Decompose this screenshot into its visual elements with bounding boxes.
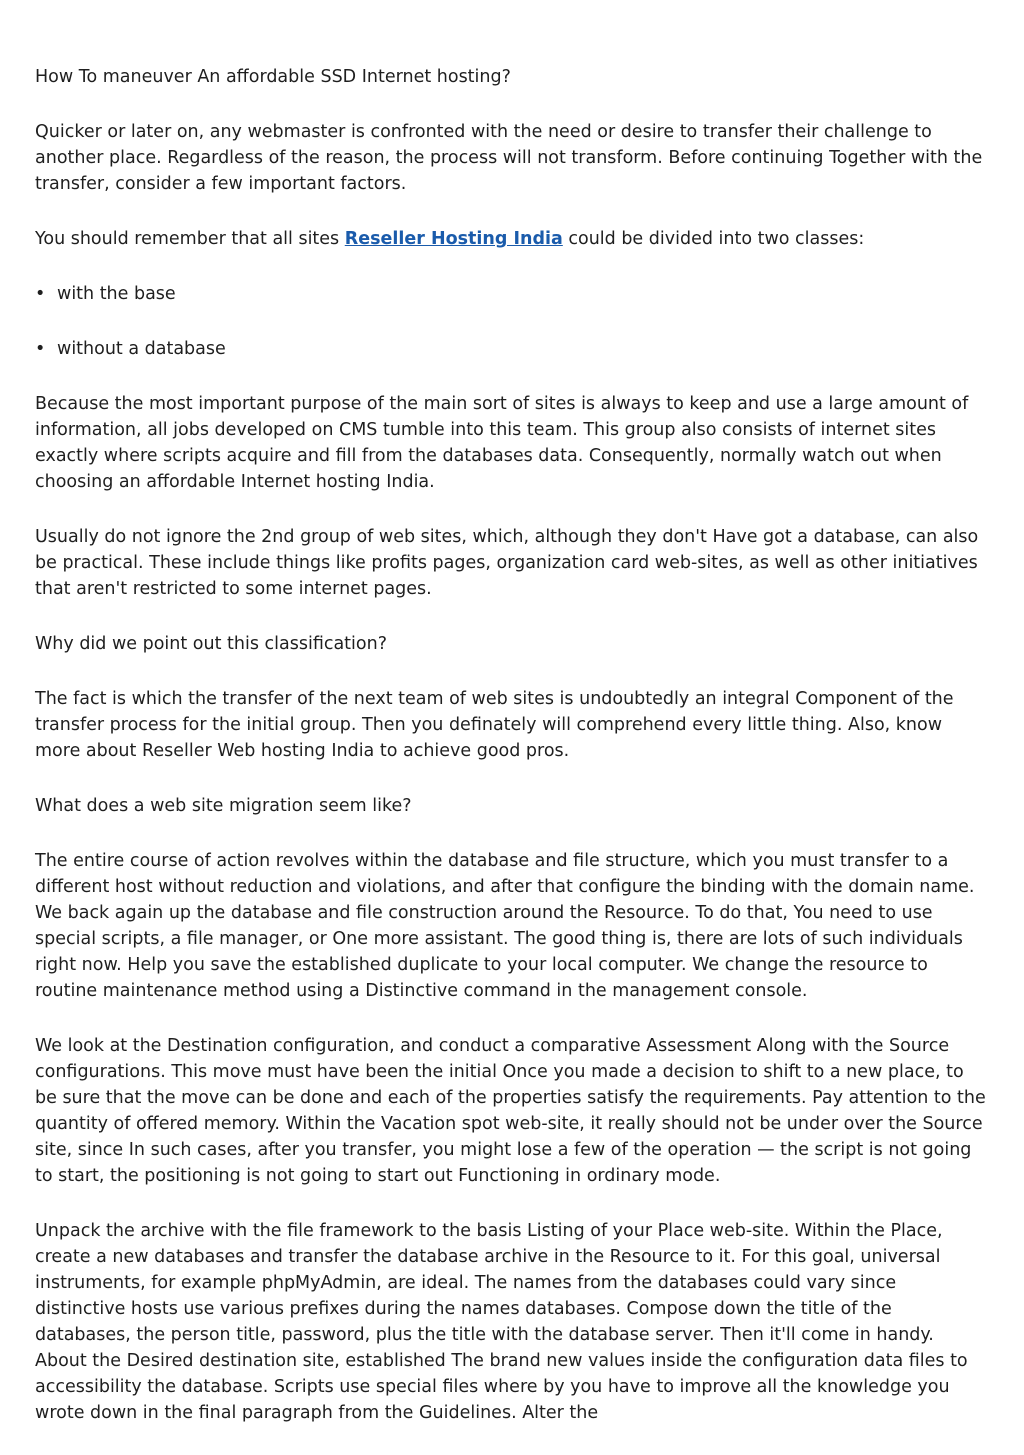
list-item-text: with the base — [57, 284, 176, 304]
reseller-hosting-india-link[interactable]: Reseller Hosting India — [344, 229, 563, 249]
paragraph-intro: Quicker or later on, any webmaster is confronted with the need or desire to transfer their challenge to another place. Regardless of the reason, the process will not transform. Before continuing Together with the transfer, consider a few important factors. — [35, 122, 983, 194]
paragraph-classes-after: could be divided into two classes: — [562, 229, 865, 249]
paragraph-migration-process: The entire course of action revolves within the database and file structure, which you must transfer to a different host without reduction and violations, and after that configure the binding with the domain name. We back again up the database and file construction around the Resource. To do that, You need to use special scripts, a file manager, or One more assistant. The good thing is, there are lots of such individuals right now. Help you save the established duplicate to your local computer. We change the resource to routine maintenance method using a Distinctive command in the management console. — [35, 851, 975, 1001]
paragraph-question-migration: What does a web site migration seem like? — [35, 796, 412, 816]
paragraph-classes — [35, 226, 991, 252]
paragraph-database-sites: Because the most important purpose of the main sort of sites is always to keep and use a large amount of information, all jobs developed on CMS tumble into this team. This group also consists of internet sites exactly where scripts acquire and fill from the databases data. Consequently, normally watch out when choosing an affordable Internet hosting India. — [35, 394, 969, 492]
list-item — [35, 336, 991, 362]
paragraph-question-classification: Why did we point out this classification? — [35, 634, 387, 654]
paragraph-unpack-archive: Unpack the archive with the file framework to the basis Listing of your Place web-site. Within the Place, create a new databases and transfer the database archive in the Resource to it. For this goal, universal instruments, for example phpMyAdmin, are ideal. The names from the databases could vary since distinctive hosts use various prefixes during the names databases. Compose down the title of the databases, the person title, password, plus the title with the database server. Then it'll come in handy. About the Desired destination site, established The brand new values inside the configuration data files to accessibility the database. Scripts use special files where by you have to improve all the knowledge you wrote down in the final paragraph from the Guidelines. Alter the — [35, 1221, 968, 1423]
paragraph-destination-config: We look at the Destination configuration, and conduct a comparative Assessment Along with the Source configurations. This move must have been the initial Once you made a decision to shift to a new place, to be sure that the move can be done and each of the properties satisfy the requirements. Pay attention to the quantity of offered memory. Within the Vacation spot web-site, it really should not be under over the Source site, since In such cases, after you transfer, you might lose a few of the operation — the script is not going to start, the positioning is not going to start out Functioning in ordinary mode. — [35, 1036, 986, 1186]
document-body — [35, 64, 991, 1455]
document-title: How To maneuver An affordable SSD Internet hosting? — [35, 67, 511, 87]
paragraph-classes-before: You should remember that all sites — [35, 229, 345, 249]
bullet-icon: • — [35, 284, 46, 304]
list-item-text: without a database — [57, 339, 226, 359]
paragraph-transfer-answer: The fact is which the transfer of the next team of web sites is undoubtedly an integral Component of the transfer process for the initial group. Then you definately will comprehend every little thing. Also, know more about Reseller Web hosting India to achieve good pros. — [35, 689, 954, 761]
paragraph-static-sites: Usually do not ignore the 2nd group of web sites, which, although they don't Have got a database, can also be practical. These include things like profits pages, organization card web-sites, as well as other initiatives that aren't restricted to some internet pages. — [35, 527, 979, 599]
bullet-icon: • — [35, 339, 46, 359]
list-item — [35, 281, 991, 307]
